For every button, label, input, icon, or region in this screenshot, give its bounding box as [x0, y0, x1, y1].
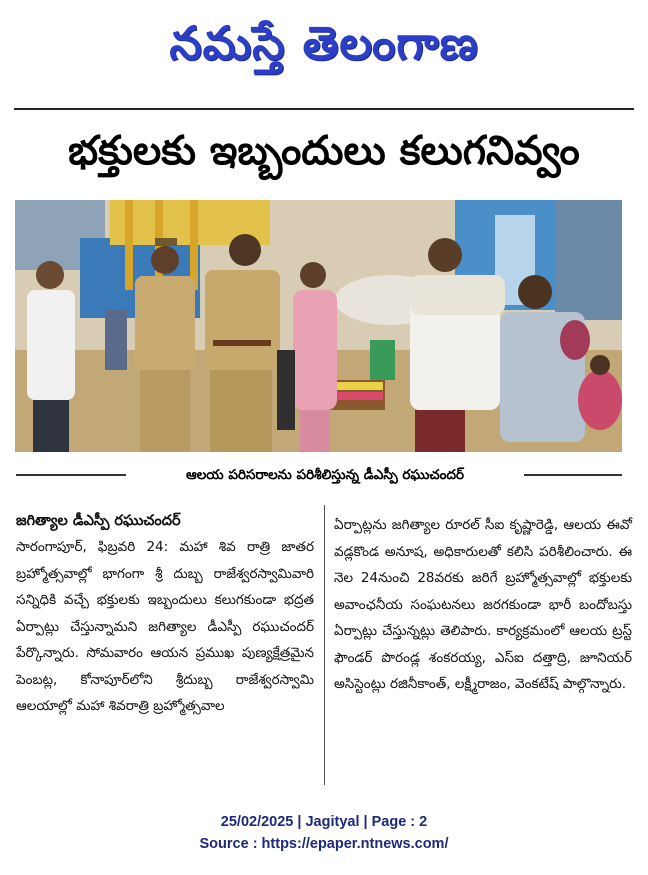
caption-rule-left: [16, 474, 126, 476]
headline-top-rule: [14, 108, 634, 110]
article-body-right: ఏర్పాట్లను జగిత్యాల రూరల్ సీఐ కృష్ణారెడ్డి, ఆలయ ఈవో వడ్లకొండ అనూష, అధికారులతో కలిసి పరిశీలించారు. ఈ నెల 24నుంచి 28వరకు జరిగే బ్రహ్మోత్సవాల్లో భక్తులకు అవాంఛనీయ సంఘటనలు జరగకుండా భారీ బందోబస్తు ఏర్పాట్లు చేస్తున్నట్లు తెలిపారు. కార్యక్రమంలో ఆలయ ట్రస్ట్ ఫౌండర్ పొరండ్ల శంకరయ్య, ఎస్ఐ దత్తాద్రి, జూనియర్ అసిస్టెంట్లు రజినీకాంత్, లక్ష్మీరాజం, వెంకటేష్ పాల్గొన్నారు.: [334, 517, 632, 692]
footer-info: 25/02/2025 | Jagityal | Page : 2: [220, 814, 428, 830]
newspaper-masthead: [0, 4, 648, 82]
photo-caption: ఆలయ పరిసరాలను పరిశీలిస్తున్న డీఎస్పీ రఘుచందర్: [130, 463, 520, 487]
article-byline: జగిత్యాల డీఎస్పీ రఘుచందర్: [16, 513, 181, 529]
article-headline: భక్తులకు ఇబ్బందులు కలుగనివ్వం: [68, 128, 580, 174]
article-column-right: [334, 512, 632, 698]
caption-rule-right: [524, 474, 622, 476]
masthead-title: నమస్తే తెలంగాణ: [169, 16, 479, 70]
footer-source: Source : https://epaper.ntnews.com/: [199, 836, 449, 852]
article-photo: [15, 200, 622, 452]
article-column-left: [16, 508, 314, 720]
article-body-left: సారంగాపూర్, ఫిబ్రవరి 24: మహా శివ రాత్రి జాతర బ్రహ్మోత్సవాల్లో భాగంగా శ్రీ దుబ్బ రాజేశ్వరస్వామివారి సన్నిధికి వచ్చే భక్తులకు ఇబ్బందులు కలుగకుండా భద్రత ఏర్పాట్లు చేస్తున్నామని జగిత్యాల డీఎస్పీ రఘుచందర్ పేర్కొన్నారు. సోమవారం ఆయన ప్రముఖ పుణ్యక్షేత్రమైన పెంబట్ల, కోనాపూర్‌లోని శ్రీదుబ్బ రాజేశ్వరస్వామి ఆలయాల్లో మహా శివరాత్రి బ్రహ్మోత్సవాల: [16, 539, 314, 714]
column-divider: [324, 505, 325, 785]
